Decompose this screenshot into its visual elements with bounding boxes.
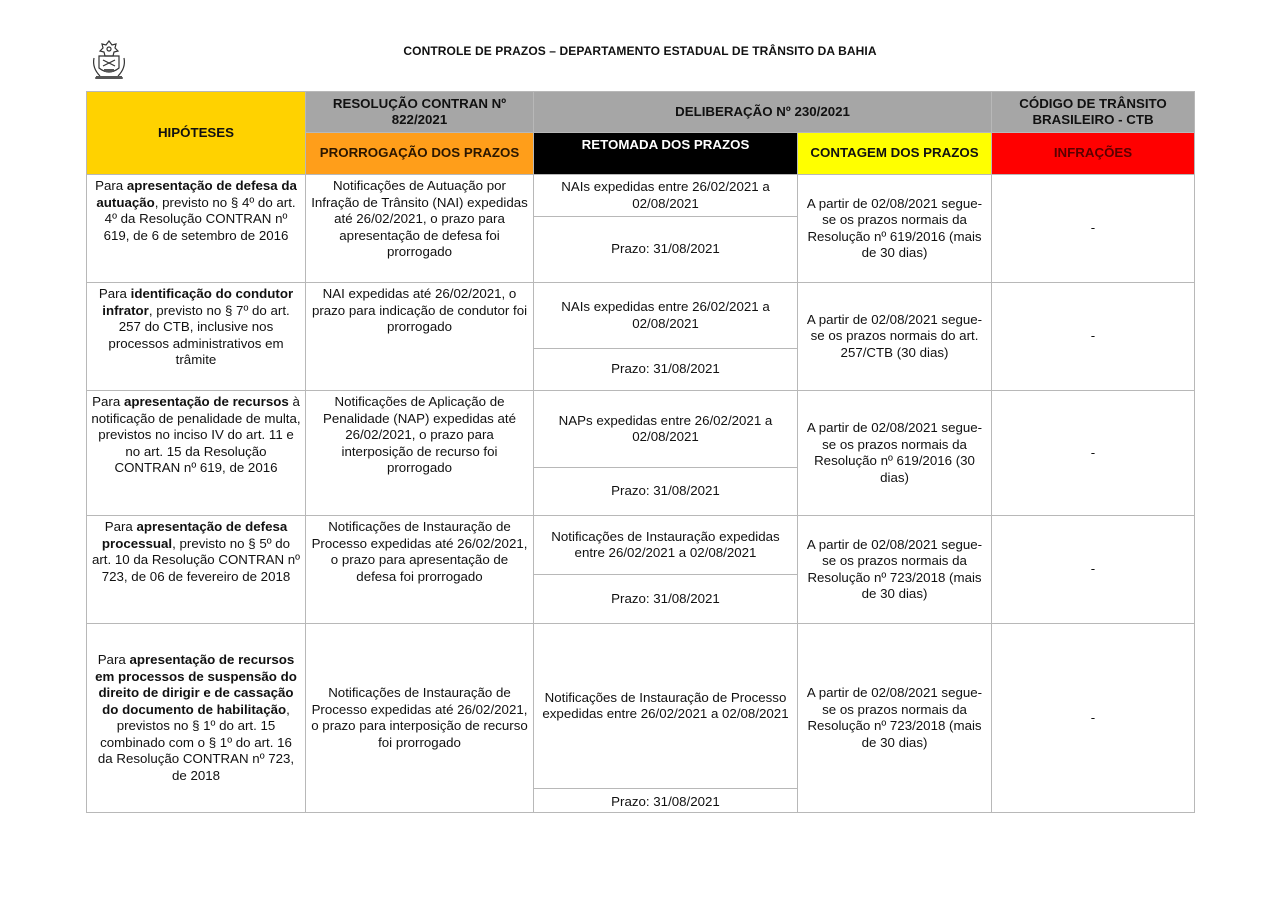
infracoes-cell: -: [992, 516, 1195, 624]
hipotese-highlight: identificação do condutor infrator: [102, 286, 294, 318]
prorrogacao-cell: Notificações de Autuação por Infração de Trânsito (NAI) expedidas até 26/02/2021, o prazo para apresentação de defesa foi prorrogado: [306, 175, 534, 283]
contagem-cell: A partir de 02/08/2021 segue-se os prazos normais da Resolução nº 723/2018 (mais de 30 dias): [798, 624, 992, 813]
table-row: [87, 283, 1195, 349]
header-retomada: RETOMADA DOS PRAZOS: [534, 133, 798, 175]
header-contagem: CONTAGEM DOS PRAZOS: [798, 133, 992, 175]
table-row: [87, 624, 1195, 789]
hipotese-cell: [87, 175, 306, 283]
hipotese-cell: [87, 624, 306, 813]
hipotese-cell: [87, 391, 306, 516]
contagem-cell: A partir de 02/08/2021 segue-se os prazos normais do art. 257/CTB (30 dias): [798, 283, 992, 391]
hipotese-suffix: à notificação de penalidade de multa, previstos no inciso IV do art. 11 e no art. 15 da Resolução CONTRAN nº 619, de 2016: [91, 394, 301, 475]
hipotese-prefix: Para: [95, 178, 127, 193]
hipotese-suffix: , previstos no § 1º do art. 15 combinado com o § 1º do art. 16 da Resolução CONTRAN nº 723, de 2018: [97, 701, 295, 783]
hipotese-suffix: , previsto no § 5º do art. 10 da Resolução CONTRAN nº 723, de 06 de fevereiro de 2018: [91, 535, 301, 584]
retomada-cell: NAIs expedidas entre 26/02/2021 a 02/08/2021: [534, 283, 798, 349]
infracoes-cell: -: [992, 283, 1195, 391]
retomada-cell: NAPs expedidas entre 26/02/2021 a 02/08/2021: [534, 391, 798, 468]
prazo-cell: Prazo: 31/08/2021: [534, 575, 798, 624]
retomada-cell: Notificações de Instauração de Processo expedidas entre 26/02/2021 a 02/08/2021: [534, 624, 798, 789]
contagem-cell: A partir de 02/08/2021 segue-se os prazos normais da Resolução nº 619/2016 (30 dias): [798, 391, 992, 516]
prorrogacao-cell: Notificações de Aplicação de Penalidade (NAP) expedidas até 26/02/2021, o prazo para interposição de recurso foi prorrogado: [306, 391, 534, 516]
prorrogacao-cell: NAI expedidas até 26/02/2021, o prazo para indicação de condutor foi prorrogado: [306, 283, 534, 391]
hipotese-highlight: apresentação de recursos em processos de suspensão do direito de dirigir e de cassação do documento de habilitação: [95, 652, 297, 717]
header-prorrogacao: PRORROGAÇÃO DOS PRAZOS: [306, 133, 534, 175]
prazo-cell: Prazo: 31/08/2021: [534, 789, 798, 813]
header-infracoes: INFRAÇÕES: [992, 133, 1195, 175]
hipotese-suffix: , previsto no § 4º do art. 4º da Resolução CONTRAN nº 619, de 6 de setembro de 2016: [103, 194, 296, 243]
infracoes-cell: -: [992, 624, 1195, 813]
retomada-cell: NAIs expedidas entre 26/02/2021 a 02/08/2021: [534, 175, 798, 217]
prazo-cell: Prazo: 31/08/2021: [534, 217, 798, 283]
retomada-cell: Notificações de Instauração expedidas entre 26/02/2021 a 02/08/2021: [534, 516, 798, 575]
hipotese-prefix: Para: [97, 652, 130, 667]
contagem-cell: A partir de 02/08/2021 segue-se os prazos normais da Resolução nº 619/2016 (mais de 30 dias): [798, 175, 992, 283]
hipotese-highlight: apresentação de recursos: [123, 394, 289, 409]
hipotese-prefix: Para: [92, 394, 124, 409]
hipotese-cell: [87, 283, 306, 391]
header-deliberacao: DELIBERAÇÃO Nº 230/2021: [534, 92, 992, 133]
prazo-cell: Prazo: 31/08/2021: [534, 349, 798, 391]
hipotese-suffix: , previsto no § 7º do art. 257 do CTB, inclusive nos processos administrativos em trâmite: [108, 302, 290, 367]
table-row: [87, 175, 1195, 217]
header-ctb: CÓDIGO DE TRÂNSITO BRASILEIRO - CTB: [992, 92, 1195, 133]
hipotese-cell: [87, 516, 306, 624]
hipotese-highlight: apresentação de defesa processual: [101, 519, 288, 551]
table-row: [87, 391, 1195, 468]
hipotese-prefix: Para: [104, 519, 137, 534]
deadline-table: [86, 91, 1195, 813]
infracoes-cell: -: [992, 391, 1195, 516]
prorrogacao-cell: Notificações de Instauração de Processo expedidas até 26/02/2021, o prazo para interposição de recurso foi prorrogado: [306, 624, 534, 813]
header-hipoteses: HIPÓTESES: [87, 92, 306, 175]
hipotese-prefix: Para: [98, 286, 131, 301]
hipotese-highlight: apresentação de defesa da autuação: [96, 178, 297, 210]
header-resolucao-contran: RESOLUÇÃO CONTRAN Nº 822/2021: [306, 92, 534, 133]
prazo-cell: Prazo: 31/08/2021: [534, 468, 798, 516]
table-row: [87, 516, 1195, 575]
infracoes-cell: -: [992, 175, 1195, 283]
document-title: CONTROLE DE PRAZOS – DEPARTAMENTO ESTADUAL DE TRÂNSITO DA BAHIA: [403, 44, 877, 58]
contagem-cell: A partir de 02/08/2021 segue-se os prazos normais da Resolução nº 723/2018 (mais de 30 dias): [798, 516, 992, 624]
prorrogacao-cell: Notificações de Instauração de Processo expedidas até 26/02/2021, o prazo para apresentação de defesa foi prorrogado: [306, 516, 534, 624]
